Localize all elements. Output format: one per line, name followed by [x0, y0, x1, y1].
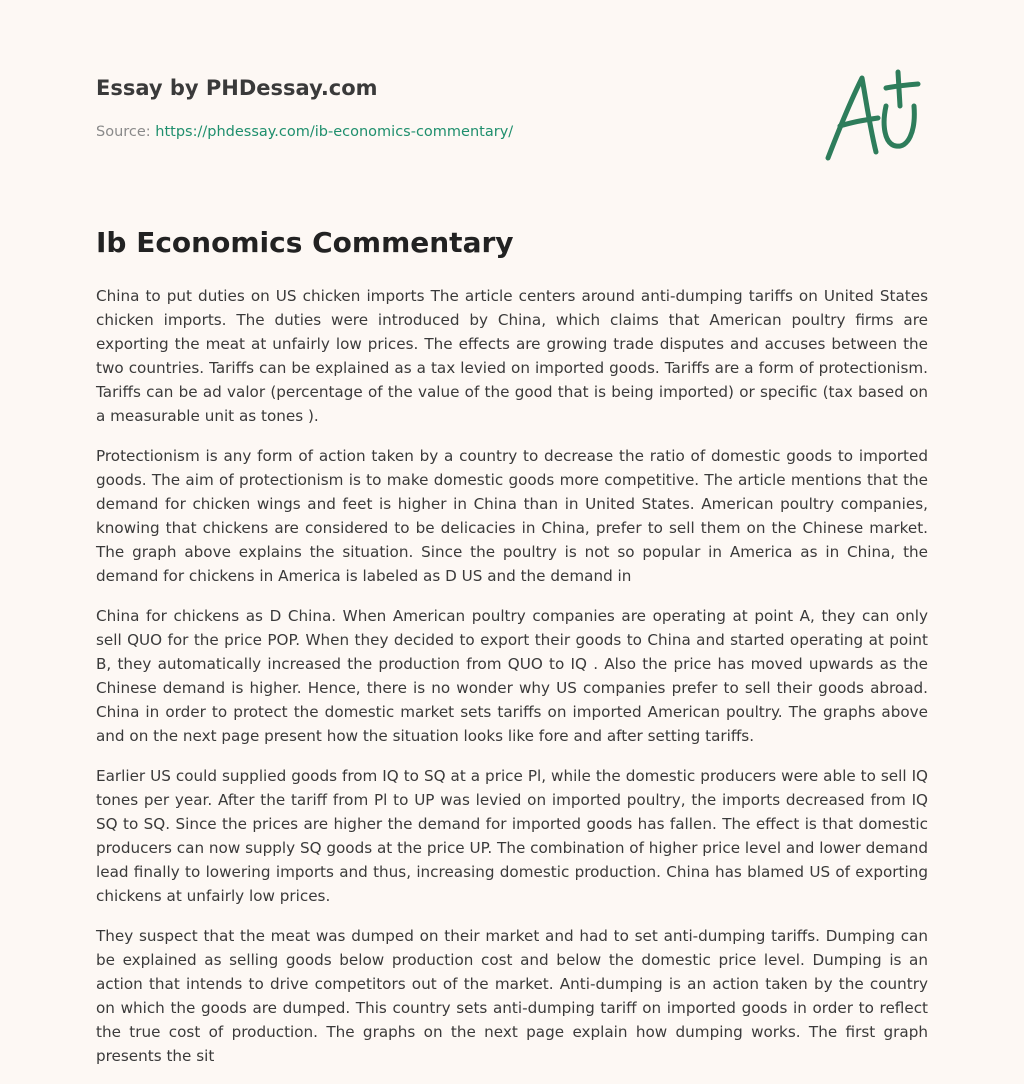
source-line	[96, 124, 513, 140]
source-label: Source:	[96, 124, 151, 140]
a-plus-logo	[820, 66, 924, 166]
essay-paragraph: They suspect that the meat was dumped on their market and had to set anti-dumping tariffs. Dumping can be explained as selling goods below production cost and below the domestic price level. Dumping is an action that intends to drive competitors out of the market. Anti-dumping is an action taken by the country on which the goods are dumped. This country sets anti-dumping tariff on imported goods in order to reflect the true cost of production. The graphs on the next page explain how dumping works. The first graph presents the sit	[96, 927, 928, 1065]
essay-paragraph: Protectionism is any form of action taken by a country to decrease the ratio of domestic goods to imported goods. The aim of protectionism is to make domestic goods more competitive. The article mentions that the demand for chicken wings and feet is higher in China than in United States. American poultry companies, knowing that chickens are considered to be delicacies in China, prefer to sell them on the Chinese market. The graph above explains the situation. Since the poultry is not so popular in America as in China, the demand for chickens in America is labeled as D US and the demand in	[96, 447, 928, 585]
site-title: Essay by PHDessay.com	[96, 76, 378, 100]
essay-paragraph: China for chickens as D China. When American poultry companies are operating at point A, they can only sell QUO for the price POP. When they decided to export their goods to China and started operating at point B, they automatically increased the production from QUO to IQ . Also the price has moved upwards as the Chinese demand is higher. Hence, there is no wonder why US companies prefer to sell their goods abroad. China in order to protect the domestic market sets tariffs on imported American poultry. The graphs above and on the next page present how the situation looks like fore and after setting tariffs.	[96, 607, 928, 745]
a-plus-logo-icon	[820, 66, 924, 166]
essay-paragraph: China to put duties on US chicken imports The article centers around anti-dumping tariffs on United States chicken imports. The duties were introduced by China, which claims that American poultry firms are exporting the meat at unfairly low prices. The effects are growing trade disputes and accuses between the two countries. Tariffs can be explained as a tax levied on imported goods. Tariffs are a form of protectionism. Tariffs can be ad valor (percentage of the value of the good that is being imported) or specific (tax based on a measurable unit as tones ).	[96, 287, 928, 425]
essay-paragraph: Earlier US could supplied goods from IQ to SQ at a price Pl, while the domestic producers were able to sell IQ tones per year. After the tariff from Pl to UP was levied on imported poultry, the imports decreased from IQ SQ to SQ. Since the prices are higher the demand for imported goods has fallen. The effect is that domestic producers can now supply SQ goods at the price UP. The combination of higher price level and lower demand lead finally to lowering imports and thus, increasing domestic production. China has blamed US of exporting chickens at unfairly low prices.	[96, 767, 928, 905]
source-link[interactable]: https://phdessay.com/ib-economics-commentary/	[155, 124, 514, 140]
essay-body	[96, 284, 928, 1084]
essay-title: Ib Economics Commentary	[96, 226, 514, 259]
